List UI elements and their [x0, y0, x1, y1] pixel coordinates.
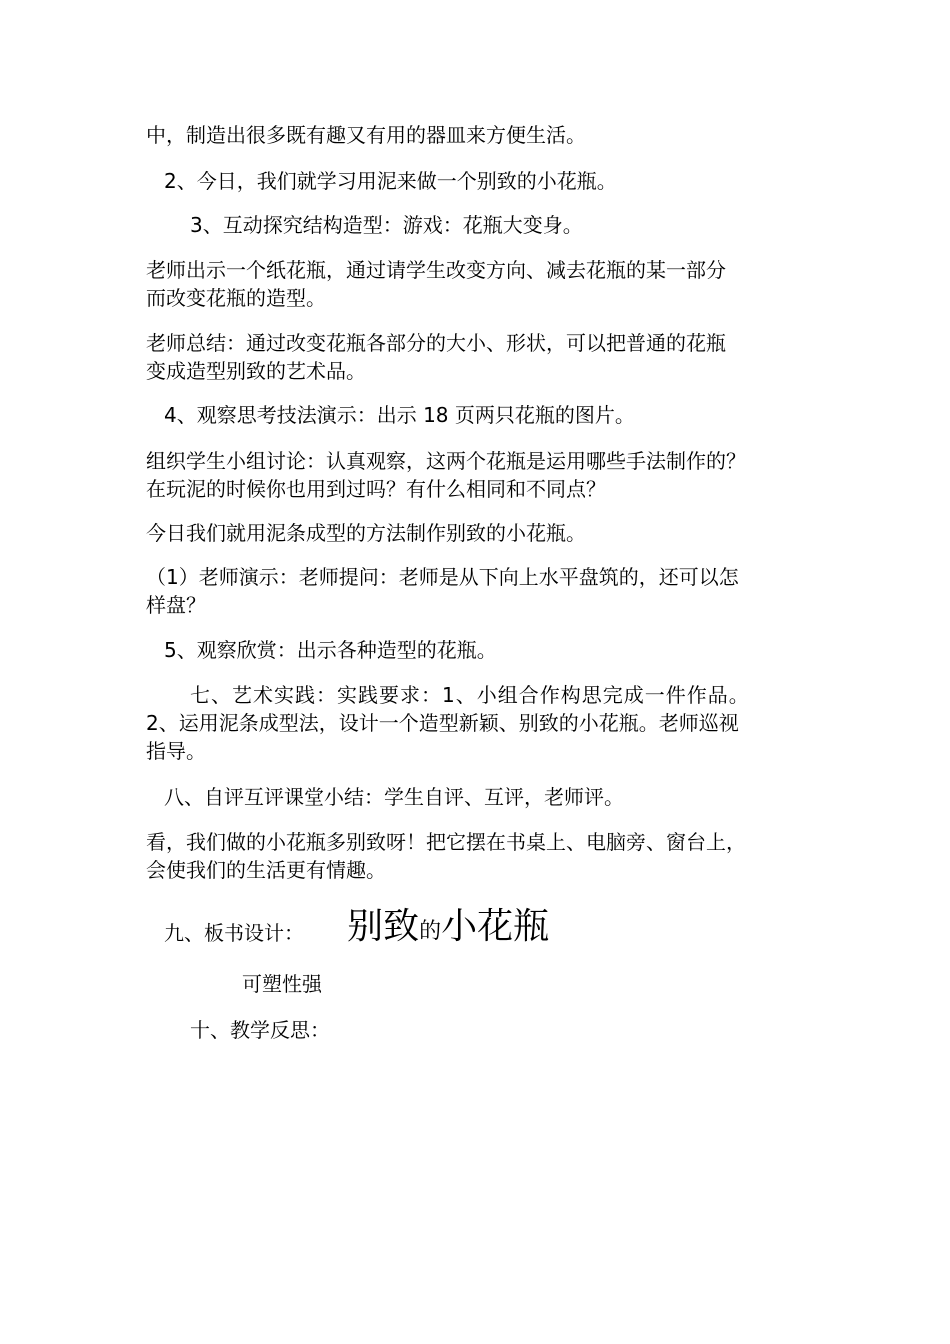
paragraph-line: [146, 591, 830, 619]
paragraph-line: [146, 737, 830, 765]
paragraph-text: 看，我们做的小花瓶多别致呀！把它摆在书桌上、电脑旁、窗台上，: [146, 830, 746, 854]
paragraph-line: [164, 401, 848, 429]
paragraph-line: [146, 329, 830, 357]
board-design-label: 九、板书设计：: [164, 921, 304, 945]
paragraph-text: 样盘？: [146, 593, 206, 617]
paragraph-line: [164, 783, 848, 811]
paragraph-line: [164, 636, 848, 664]
paragraph-text: 2、运用泥条成型法，设计一个造型新颖、别致的小花瓶。老师巡视: [146, 711, 739, 735]
paragraph-text: 指导。: [146, 739, 206, 763]
paragraph-line: [146, 121, 830, 149]
paragraph-text: 中，制造出很多既有趣又有用的器皿来方便生活。: [146, 123, 586, 147]
paragraph-line: [146, 828, 830, 856]
paragraph-text: 5、观察欣赏：出示各种造型的花瓶。: [164, 638, 497, 662]
paragraph-text: （1）老师演示：老师提问：老师是从下向上水平盘筑的，还可以怎: [146, 565, 739, 589]
paragraph-text: 老师出示一个纸花瓶，通过请学生改变方向、减去花瓶的某一部分: [146, 258, 726, 282]
paragraph-text: 变成造型别致的艺术品。: [146, 359, 366, 383]
board-item: [242, 970, 926, 998]
board-title-part: 别致: [347, 906, 420, 947]
paragraph-line: [146, 709, 830, 737]
paragraph-text: 今日我们就用泥条成型的方法制作别致的小花瓶。: [146, 521, 586, 545]
paragraph-text: 而改变花瓶的造型。: [146, 286, 326, 310]
paragraph-text: 老师总结：通过改变花瓶各部分的大小、形状，可以把普通的花瓶: [146, 331, 726, 355]
paragraph-line: [164, 167, 848, 195]
reflection-heading: [190, 1016, 874, 1044]
paragraph-line: [146, 256, 830, 284]
paragraph-text: 组织学生小组讨论：认真观察，这两个花瓶是运用哪些手法制作的？: [146, 449, 746, 473]
board-item-text: 可塑性强: [242, 972, 322, 996]
paragraph-text: 七、艺术实践：实践要求：1、小组合作构思完成一件作品。: [190, 683, 750, 707]
board-title: [347, 905, 549, 955]
paragraph-line: [146, 357, 830, 385]
reflection-text: 十、教学反思：: [190, 1018, 330, 1042]
paragraph-text: 4、观察思考技法演示：出示 18 页两只花瓶的图片。: [164, 403, 635, 427]
paragraph-line: [146, 856, 830, 884]
paragraph-text: 3、互动探究结构造型：游戏：花瓶大变身。: [190, 213, 583, 237]
paragraph-text: 八、自评互评课堂小结：学生自评、互评，老师评。: [164, 785, 624, 809]
paragraph-text: 会使我们的生活更有情趣。: [146, 858, 386, 882]
board-design-row: [164, 905, 549, 949]
paragraph-text: 2、今日，我们就学习用泥来做一个别致的小花瓶。: [164, 169, 617, 193]
paragraph-line: [146, 447, 830, 475]
paragraph-text: 在玩泥的时候你也用到过吗？有什么相同和不同点？: [146, 477, 606, 501]
paragraph-line: [146, 519, 830, 547]
paragraph-line: [146, 284, 830, 312]
paragraph-line: [146, 563, 830, 591]
paragraph-line: [190, 211, 874, 239]
board-title-part: 小花瓶: [441, 906, 550, 947]
paragraph-line: [146, 475, 830, 503]
board-title-part: 的: [419, 919, 442, 944]
paragraph-line: [190, 681, 830, 709]
